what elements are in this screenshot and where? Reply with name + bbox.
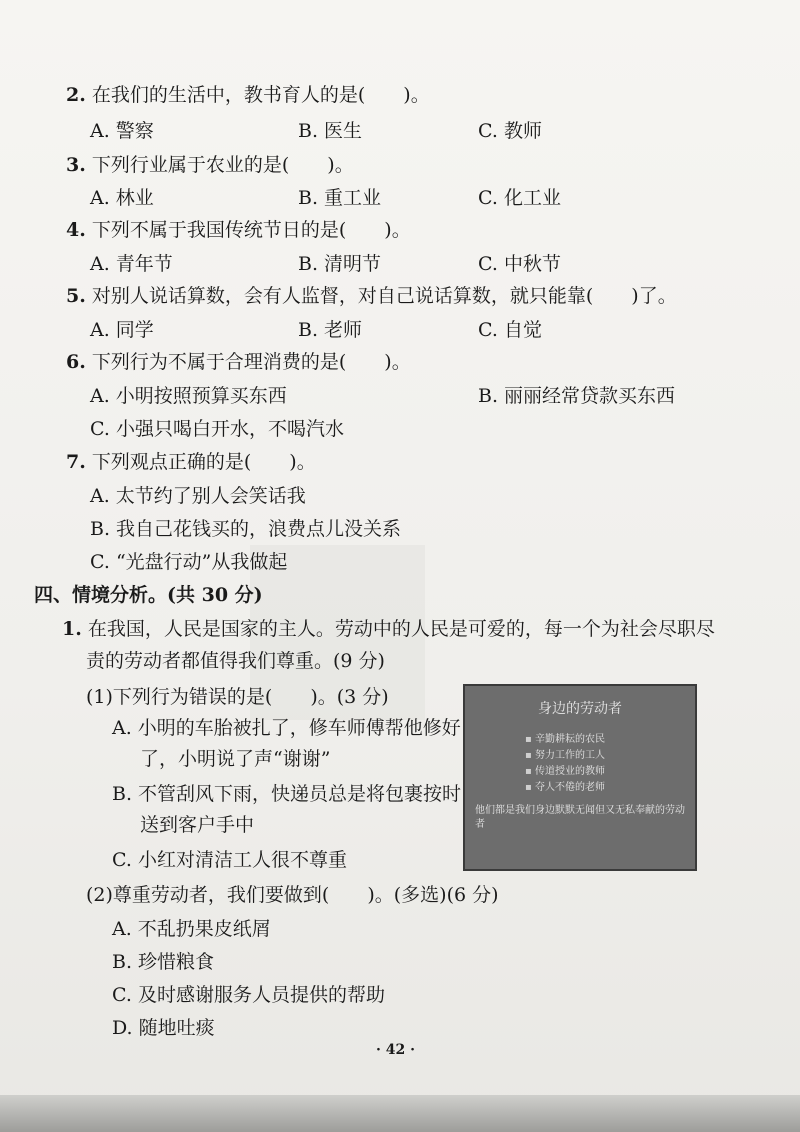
q5-option-b: B. 老师 xyxy=(298,319,363,341)
q3-option-b: B. 重工业 xyxy=(298,187,382,209)
q7-option-c: C. “光盘行动”从我做起 xyxy=(90,551,288,573)
question-5: 5. 对别人说话算数，会有人监督，对自己说话算数，就只能靠( )了。 xyxy=(66,285,677,307)
sub2-option-c: C. 及时感谢服务人员提供的帮助 xyxy=(112,984,385,1006)
poster-item-2: ▪ 努力工作的工人 xyxy=(525,746,605,761)
sub-question-1: (1)下列行为错误的是( )。(3 分) xyxy=(86,686,389,708)
q6-option-a: A. 小明按照预算买东西 xyxy=(90,385,287,407)
sub2-option-d: D. 随地吐痰 xyxy=(112,1017,215,1039)
q2-option-a: A. 警察 xyxy=(90,120,154,142)
sub1-option-a-line-2: 了，小明说了声“谢谢” xyxy=(140,748,331,770)
sub1-option-b-line-1: B. 不管刮风下雨，快递员总是将包裹按时 xyxy=(112,783,462,805)
sub2-option-a: A. 不乱扔果皮纸屑 xyxy=(112,918,271,940)
sub-question-2: (2)尊重劳动者，我们要做到( )。(多选)(6 分) xyxy=(86,884,499,906)
sub1-option-a-line-1: A. 小明的车胎被扎了，修车师傅帮他修好 xyxy=(112,717,461,739)
question-6: 6. 下列行为不属于合理消费的是( )。 xyxy=(66,351,411,373)
labor-poster-image xyxy=(463,684,697,871)
q6-option-c: C. 小强只喝白开水，不喝汽水 xyxy=(90,418,344,440)
question-3: 3. 下列行业属于农业的是( )。 xyxy=(66,154,354,176)
page-number: · 42 · xyxy=(376,1042,415,1058)
poster-title: 身边的劳动者 xyxy=(538,701,622,717)
poster-item-4: ▪ 夺人不倦的老师 xyxy=(525,778,605,793)
poster-item-3: ▪ 传道授业的教师 xyxy=(525,762,605,777)
q6-option-b: B. 丽丽经常贷款买东西 xyxy=(478,385,676,407)
q7-option-b: B. 我自己花钱买的，浪费点儿没关系 xyxy=(90,518,402,540)
q3-option-c: C. 化工业 xyxy=(478,187,561,209)
q5-option-c: C. 自觉 xyxy=(478,319,542,341)
question-2: 2. 在我们的生活中，教书育人的是( )。 xyxy=(66,84,430,106)
q4-option-c: C. 中秋节 xyxy=(478,253,561,275)
poster-caption: 他们都是我们身边默默无闻但又无私奉献的劳动者 xyxy=(475,805,685,830)
section-heading: 四、情境分析。(共 30 分) xyxy=(34,584,263,606)
q4-option-b: B. 清明节 xyxy=(298,253,382,275)
q2-option-c: C. 教师 xyxy=(478,120,542,142)
sub2-option-b: B. 珍惜粮食 xyxy=(112,951,215,973)
question-4: 4. 下列不属于我国传统节日的是( )。 xyxy=(66,219,411,241)
sub1-option-b-line-2: 送到客户手中 xyxy=(140,814,255,836)
poster-item-1: ▪ 辛勤耕耘的农民 xyxy=(525,730,605,745)
scenario-1-line-2: 责的劳动者都值得我们尊重。(9 分) xyxy=(86,650,385,672)
sub1-option-c: C. 小红对清洁工人很不尊重 xyxy=(112,849,347,871)
q4-option-a: A. 青年节 xyxy=(90,253,173,275)
q3-option-a: A. 林业 xyxy=(90,187,154,209)
q7-option-a: A. 太节约了别人会笑话我 xyxy=(90,485,306,507)
scenario-1-line-1: 1. 在我国，人民是国家的主人。劳动中的人民是可爱的，每一个为社会尽职尽 xyxy=(62,618,715,640)
question-7: 7. 下列观点正确的是( )。 xyxy=(66,451,316,473)
q2-option-b: B. 医生 xyxy=(298,120,363,142)
q5-option-a: A. 同学 xyxy=(90,319,154,341)
scan-shadow xyxy=(0,1095,800,1132)
